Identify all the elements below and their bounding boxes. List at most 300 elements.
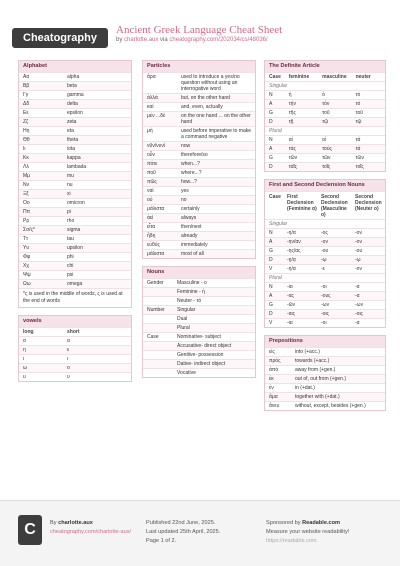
table-cell: beta xyxy=(67,83,77,89)
table-cell: ὁ xyxy=(322,92,325,98)
table-cell: τοῖς xyxy=(322,164,331,170)
table-cell: ἐκ xyxy=(269,376,274,382)
table-row xyxy=(19,144,131,153)
table-row xyxy=(265,318,385,327)
table-cell: N xyxy=(269,284,273,290)
declension-section xyxy=(264,179,386,328)
table-row xyxy=(19,90,131,99)
table-cell: -η/α xyxy=(287,266,296,272)
table-cell: μάλιστα xyxy=(147,206,165,212)
table-cell: τά xyxy=(355,146,361,152)
table-cell: -οις xyxy=(355,311,363,317)
sponsor-label: Sponsored by xyxy=(266,520,301,526)
table-cell: εἰς xyxy=(269,349,275,355)
table-cell: Χχ xyxy=(23,263,29,269)
table-row xyxy=(143,102,255,111)
table-cell: Vocative xyxy=(177,370,196,376)
table-cell: μάλιστα xyxy=(147,251,165,257)
table-cell: Κκ xyxy=(23,155,29,161)
column-right xyxy=(264,60,386,418)
table-cell: yes xyxy=(181,188,189,194)
author-avatar[interactable]: C xyxy=(18,515,42,545)
table-cell: τό xyxy=(355,92,361,98)
table-cell: Ρρ xyxy=(23,218,30,224)
table-cell: -ον xyxy=(321,239,328,245)
sponsor-text: Measure your website readability! xyxy=(266,529,350,535)
table-cell: -ων xyxy=(321,302,330,308)
table-cell: Ηη xyxy=(23,128,30,134)
table-cell: ἄνευ xyxy=(269,403,280,409)
table-cell: Γγ xyxy=(23,92,29,98)
table-cell: Ψψ xyxy=(23,272,31,278)
table-cell: τόν xyxy=(322,101,330,107)
table-cell: Ζζ xyxy=(23,119,29,125)
table-row xyxy=(265,374,385,383)
table-cell: in (+dat.) xyxy=(295,385,315,391)
table-cell: πότε xyxy=(147,161,158,167)
table-row xyxy=(143,249,255,258)
author-link[interactable]: charlotte.aux xyxy=(124,37,159,43)
table-cell: οὐ xyxy=(147,197,153,203)
table-row xyxy=(265,90,385,99)
table-cell: ποῦ xyxy=(147,170,156,176)
table-cell xyxy=(143,297,173,305)
table-cell: Ττ xyxy=(23,236,29,242)
table-cell: Ββ xyxy=(23,83,30,89)
table-cell: N xyxy=(269,230,273,236)
table-row xyxy=(143,141,255,150)
table-cell: τό xyxy=(355,101,361,107)
table-cell: psi xyxy=(67,272,74,278)
table-row xyxy=(19,216,131,225)
table-row xyxy=(143,359,255,368)
subheading-row xyxy=(265,126,385,135)
table-cell: α xyxy=(23,338,26,344)
table-row xyxy=(265,228,385,237)
table-row xyxy=(143,168,255,177)
table-row xyxy=(143,222,255,231)
column-header: neuter xyxy=(355,74,371,80)
table-row xyxy=(143,240,255,249)
table-cell: immediately xyxy=(181,242,208,248)
column-header: Second Declension (Neuter ο) xyxy=(355,194,382,212)
table-row xyxy=(19,135,131,144)
table-cell: alpha xyxy=(67,74,80,80)
table-cell xyxy=(143,288,173,296)
table-row xyxy=(143,314,255,323)
prepositions-section xyxy=(264,335,386,411)
table-cell: η xyxy=(23,347,26,353)
table-row xyxy=(19,234,131,243)
table-cell: theta xyxy=(67,137,79,143)
sheet-url-link[interactable]: cheatography.com/202034/cs/48036/ xyxy=(169,37,268,43)
section-title: Particles xyxy=(143,61,255,72)
table-cell: A xyxy=(269,146,273,152)
table-cell: G xyxy=(269,302,273,308)
table-cell xyxy=(143,369,173,377)
table-cell: zeta xyxy=(67,119,77,125)
table-cell: -οι xyxy=(321,320,327,326)
table-row xyxy=(265,153,385,162)
table-cell: εἶτα xyxy=(147,224,156,230)
table-cell: -ον xyxy=(355,266,362,272)
section-title: The Definite Article xyxy=(265,61,385,72)
section-title: First and Second Declension Nouns xyxy=(265,180,385,191)
table-cell: πῶς xyxy=(147,179,157,185)
table-cell: Αα xyxy=(23,74,30,80)
table-cell: gamma xyxy=(67,92,84,98)
table-cell: -οι xyxy=(321,284,327,290)
table-cell: υ xyxy=(23,374,26,380)
table-cell: Θθ xyxy=(23,137,30,143)
table-cell: α xyxy=(67,338,70,344)
table-cell: Δδ xyxy=(23,101,30,107)
table-cell: τῷ xyxy=(322,119,329,125)
table-cell: -ης/ας xyxy=(287,248,301,254)
column-header: Case xyxy=(269,74,281,80)
table-cell: Υυ xyxy=(23,245,30,251)
table-cell: -ων xyxy=(355,302,364,308)
table-row xyxy=(265,309,385,318)
table-cell: ἐν xyxy=(269,385,274,391)
table-cell: Ωω xyxy=(23,281,31,287)
table-row xyxy=(143,296,255,305)
table-cell: ναί xyxy=(147,188,154,194)
table-cell: Number xyxy=(147,307,165,313)
table-row xyxy=(143,278,255,287)
table-cell: into (+acc.) xyxy=(295,349,320,355)
table-header xyxy=(265,191,385,219)
table-cell: -ος xyxy=(321,230,328,236)
table-row xyxy=(19,72,131,81)
table-cell: -ῳ xyxy=(355,257,361,263)
table-cell: -α xyxy=(355,284,360,290)
table-cell: τῆς xyxy=(288,110,296,116)
table-cell: most of all xyxy=(181,251,204,257)
table-cell: V xyxy=(269,266,273,272)
table-cell: -οις xyxy=(321,311,329,317)
table-cell: mu xyxy=(67,173,74,179)
table-cell: Ιι xyxy=(23,146,26,152)
sponsor-name[interactable]: Readable.com xyxy=(302,520,341,526)
table-row xyxy=(143,204,255,213)
table-cell: τῷ xyxy=(355,119,362,125)
vowels-section xyxy=(18,315,132,382)
table-cell: already xyxy=(181,233,198,239)
table-cell: but, on the other hand xyxy=(181,95,230,101)
table-cell: omicron xyxy=(67,200,85,206)
table-cell: ἀπό xyxy=(269,367,279,373)
table-cell: ω xyxy=(23,365,27,371)
table-cell: ι xyxy=(23,356,25,362)
table-cell: upsilon xyxy=(67,245,83,251)
subheading: Singular xyxy=(269,221,288,227)
table-row xyxy=(265,356,385,365)
table-cell: D xyxy=(269,311,273,317)
author-profile-link[interactable]: cheatography.com/charlotte-aux/ xyxy=(50,529,132,535)
table-cell: ι xyxy=(67,356,69,362)
table-cell: -ῶν xyxy=(287,302,296,308)
table-cell: -αι xyxy=(287,284,293,290)
table-row xyxy=(265,300,385,309)
table-cell: ἡ xyxy=(288,92,292,98)
table-cell: Εε xyxy=(23,110,29,116)
table-cell: A xyxy=(269,239,273,245)
by-label: by xyxy=(116,37,123,43)
section-title: vowels xyxy=(19,316,131,327)
table-cell: D xyxy=(269,257,273,263)
table-cell: -ας xyxy=(287,293,294,299)
table-row xyxy=(143,111,255,126)
table-cell xyxy=(143,324,173,332)
table-cell xyxy=(143,315,173,323)
table-row xyxy=(19,180,131,189)
table-cell: how...? xyxy=(181,179,197,185)
table-cell: kappa xyxy=(67,155,81,161)
column-middle xyxy=(142,60,256,385)
table-cell: υ xyxy=(67,374,70,380)
table-row xyxy=(19,363,131,372)
table-cell xyxy=(143,360,173,368)
table-row xyxy=(143,186,255,195)
table-row xyxy=(143,287,255,296)
nouns-section xyxy=(142,266,256,378)
table-cell: τούς xyxy=(322,146,332,152)
column-header: long xyxy=(23,329,34,335)
table-cell: Singular xyxy=(177,307,196,313)
subheading-row xyxy=(265,273,385,282)
table-cell: iota xyxy=(67,146,76,152)
table-cell: used to introduce a yes/no question without using an interrogative word xyxy=(181,74,240,92)
table-cell: D xyxy=(269,119,273,125)
table-row xyxy=(265,401,385,410)
table-row xyxy=(143,332,255,341)
table-cell: no xyxy=(181,197,187,203)
table-cell: -ε xyxy=(321,266,325,272)
table-cell: Accusative- direct object xyxy=(177,343,232,349)
table-cell xyxy=(143,351,173,359)
table-cell: Σσ/ς* xyxy=(23,227,35,233)
table-cell: Μμ xyxy=(23,173,31,179)
table-row xyxy=(19,126,131,135)
table-row xyxy=(143,93,255,102)
table-cell: G xyxy=(269,248,273,254)
footer-dates xyxy=(146,519,220,546)
table-cell: Case xyxy=(147,334,159,340)
table-cell: τῶν xyxy=(288,155,298,161)
table-cell: Neuter - τό xyxy=(177,298,202,304)
table-row xyxy=(19,261,131,270)
table-cell: ἅμα xyxy=(269,394,278,400)
table-row xyxy=(143,323,255,332)
sponsor-link[interactable]: https://readable.com xyxy=(266,538,317,544)
table-row xyxy=(265,282,385,291)
table-cell: τῶν xyxy=(355,155,364,161)
alphabet-section xyxy=(18,60,132,308)
table-cell: τοῖς xyxy=(355,164,364,170)
table-row xyxy=(143,305,255,314)
section-title: Alphabet xyxy=(19,61,131,72)
table-cell: certainly xyxy=(181,206,200,212)
table-row xyxy=(19,243,131,252)
table-cell: where...? xyxy=(181,170,202,176)
subheading: Singular xyxy=(269,83,288,89)
page-title: Ancient Greek Language Cheat Sheet xyxy=(116,24,283,36)
table-row xyxy=(265,99,385,108)
table-row xyxy=(265,108,385,117)
table-cell: οὖν xyxy=(147,152,156,158)
table-row xyxy=(19,171,131,180)
page-number: Page 1 of 2. xyxy=(146,538,177,544)
column-header: First Declension (Feminine α) xyxy=(287,194,317,212)
table-row xyxy=(19,99,131,108)
table-cell: A xyxy=(269,101,273,107)
by-label: By xyxy=(50,520,57,526)
table-cell: always xyxy=(181,215,197,221)
table-row xyxy=(19,153,131,162)
table-row xyxy=(19,336,131,345)
table-row xyxy=(19,162,131,171)
table-cell: -ους xyxy=(321,293,331,299)
table-row xyxy=(19,279,131,288)
footer-author xyxy=(50,519,131,537)
table-cell: ἤδη xyxy=(147,233,156,239)
table-cell: -ῳ xyxy=(321,257,327,263)
table-row xyxy=(265,383,385,392)
footer-sponsor xyxy=(266,519,349,546)
column-header: short xyxy=(67,329,80,335)
table-cell: xi xyxy=(67,191,71,197)
author-name[interactable]: charlotte.aux xyxy=(58,520,93,526)
table-row xyxy=(143,368,255,377)
table-row xyxy=(265,255,385,264)
table-cell: τά xyxy=(355,137,361,143)
table-cell: εὐθύς xyxy=(147,242,160,248)
table-cell: D xyxy=(269,164,273,170)
byline xyxy=(116,37,268,43)
table-cell: Masculine - ο xyxy=(177,280,207,286)
updated-date: Last updated 25th April, 2025. xyxy=(146,529,221,535)
column-left xyxy=(18,60,132,389)
table-row xyxy=(265,237,385,246)
table-row xyxy=(143,126,255,141)
page-footer xyxy=(0,500,400,566)
table-cell: -ου xyxy=(321,248,329,254)
table-row xyxy=(143,213,255,222)
table-cell: καί xyxy=(147,104,154,110)
table-row xyxy=(143,150,255,159)
table-cell: Οο xyxy=(23,200,30,206)
table-row xyxy=(265,347,385,356)
table-row xyxy=(19,252,131,261)
table-cell: A xyxy=(269,293,273,299)
table-cell: οἱ xyxy=(322,137,327,143)
table-cell: phi xyxy=(67,254,74,260)
column-header: masculine xyxy=(322,74,347,80)
table-cell: τῇ xyxy=(288,119,294,125)
table-row xyxy=(143,341,255,350)
table-row xyxy=(143,159,255,168)
table-row xyxy=(19,345,131,354)
table-cell: Feminine - ἡ xyxy=(177,289,205,295)
table-cell: Νν xyxy=(23,182,30,188)
table-cell: rho xyxy=(67,218,75,224)
table-cell: αἱ xyxy=(288,137,293,143)
column-header: Second Declension (Masculine ο) xyxy=(321,194,348,218)
table-cell: ἀλλά xyxy=(147,95,158,101)
table-cell: omega xyxy=(67,281,83,287)
table-cell: now xyxy=(181,143,191,149)
table-row xyxy=(19,189,131,198)
published-date: Published 22nd June, 2025. xyxy=(146,520,216,526)
table-cell: Plural xyxy=(177,325,190,331)
subheading-row xyxy=(265,81,385,90)
table-cell: -αι xyxy=(287,320,293,326)
table-cell: V xyxy=(269,320,273,326)
table-cell: pi xyxy=(67,209,71,215)
definite-article-section xyxy=(264,60,386,172)
table-row xyxy=(143,195,255,204)
table-cell: Φφ xyxy=(23,254,31,260)
table-row xyxy=(19,81,131,90)
table-row xyxy=(265,144,385,153)
table-row xyxy=(19,270,131,279)
column-header: feminine xyxy=(288,74,310,80)
table-cell: τάς xyxy=(288,146,296,152)
table-cell: τήν xyxy=(288,101,296,107)
table-cell: μέν ...δέ xyxy=(147,113,166,119)
section-title: Prepositions xyxy=(265,336,385,347)
subheading: Plural xyxy=(269,128,282,134)
table-cell: away from (+gen.) xyxy=(295,367,336,373)
table-row xyxy=(143,177,255,186)
table-cell: Nominative- subject xyxy=(177,334,221,340)
table-header xyxy=(19,327,131,336)
table-cell: out of, out from (+gen.) xyxy=(295,376,346,382)
table-row xyxy=(265,117,385,126)
table-cell: -α xyxy=(355,320,360,326)
table-cell xyxy=(143,342,173,350)
table-cell: G xyxy=(269,155,273,161)
table-row xyxy=(19,108,131,117)
column-header: Case xyxy=(269,194,281,200)
subheading: Plural xyxy=(269,275,282,281)
table-cell: πρός xyxy=(269,358,281,364)
table-cell: -ῃ/ᾳ xyxy=(287,257,296,263)
table-cell: lambada xyxy=(67,164,87,170)
table-cell: -ου xyxy=(355,248,363,254)
table-row xyxy=(265,246,385,255)
table-cell: sigma xyxy=(67,227,81,233)
table-row xyxy=(19,207,131,216)
cheatography-logo[interactable]: Cheatography xyxy=(12,28,108,48)
table-cell: ἀεί xyxy=(147,215,154,221)
table-cell: -η/α xyxy=(287,230,296,236)
table-cell: τοῦ xyxy=(322,110,330,116)
table-row xyxy=(265,365,385,374)
table-cell: Dual xyxy=(177,316,188,322)
table-cell: on the one hand ... on the other hand xyxy=(181,113,251,125)
table-cell: ο xyxy=(67,365,70,371)
table-cell: eta xyxy=(67,128,74,134)
table-cell: delta xyxy=(67,101,78,107)
table-cell: -ην/αν xyxy=(287,239,301,245)
table-cell: Dative- indirect object xyxy=(177,361,226,367)
table-cell: ε xyxy=(67,347,70,353)
table-row xyxy=(265,264,385,273)
table-cell: without, except, besides (+gen.) xyxy=(295,403,366,409)
table-cell: nu xyxy=(67,182,73,188)
